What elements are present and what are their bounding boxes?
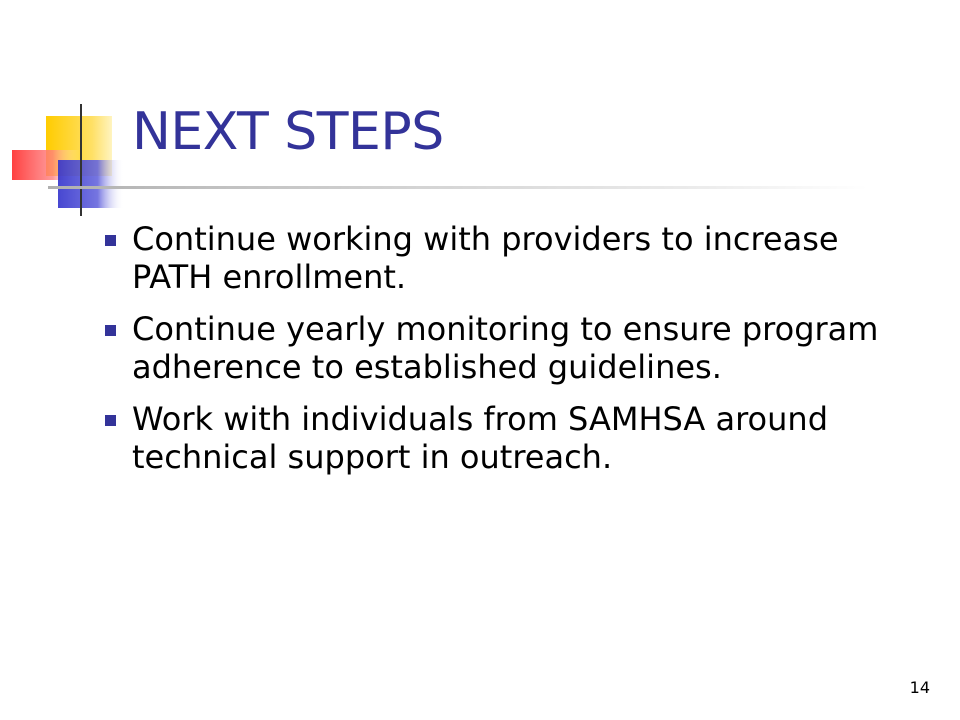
bullet-item	[105, 310, 895, 386]
bullet-text: Continue working with providers to increase PATH enrollment.	[132, 220, 839, 296]
bullet-item	[105, 220, 895, 296]
bullet-item	[105, 400, 895, 476]
title-underline	[48, 186, 868, 189]
square-bullet-icon	[105, 325, 116, 336]
square-bullet-icon	[105, 235, 116, 246]
bullet-text: Continue yearly monitoring to ensure program adherence to established guidelines.	[132, 310, 879, 386]
square-bullet-icon	[105, 415, 116, 426]
page-number: 14	[909, 678, 930, 697]
bullet-text: Work with individuals from SAMHSA around technical support in outreach.	[132, 400, 828, 476]
bullet-list	[105, 220, 895, 490]
slide-title: NEXT STEPS	[132, 102, 444, 162]
